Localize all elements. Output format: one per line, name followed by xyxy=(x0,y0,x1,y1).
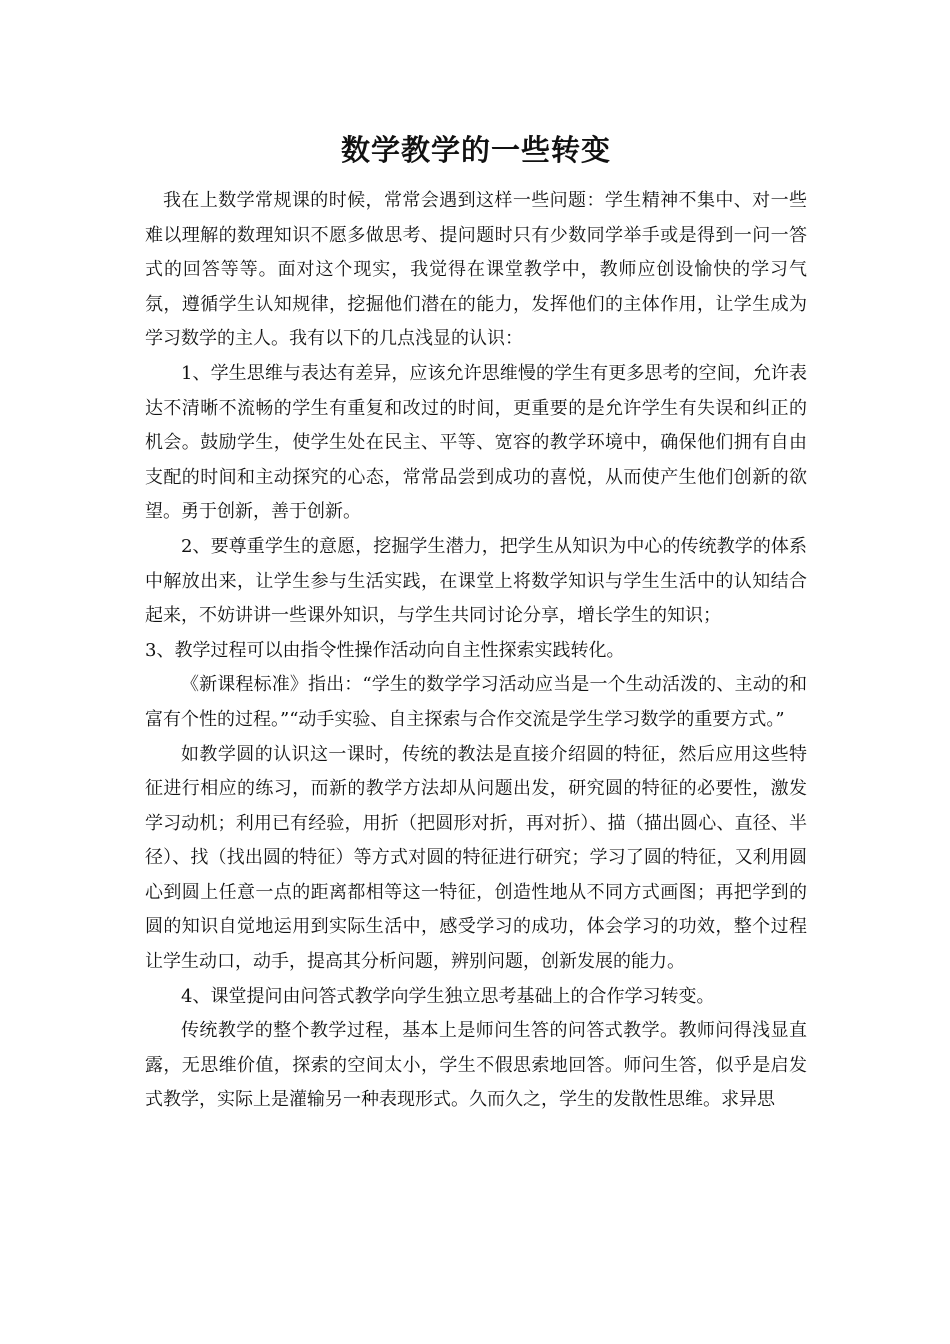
document-title: 数学教学的一些转变 xyxy=(340,133,611,167)
paragraph-point-1: 1、学生思维与表达有差异，应该允许思维慢的学生有更多思考的空间，允许表达不清晰不流畅的学生有重复和改过的时间，更重要的是允许学生有失误和纠正的机会。鼓励学生，使学生处在民主、平等、宽容的教学环境中，确保他们拥有自由支配的时间和主动探究的心态，常常品尝到成功的喜悦，从而使产生他们创新的欲望。勇于创新，善于创新。 xyxy=(145,362,807,523)
paragraph-circle-example: 如教学圆的认识这一课时，传统的教法是直接介绍圆的特征，然后应用这些特征进行相应的练习，而新的教学方法却从问题出发，研究圆的特征的必要性，激发学习动机；利用已有经验，用折（把圆形对折，再对折）、描（描出圆心、直径、半径）、找（找出圆的特征）等方式对圆的特征进行研究；学习了圆的特征，又利用圆心到圆上任意一点的距离都相等这一特征，创造性地从不同方式画图；再把学到的圆的知识自觉地运用到实际生活中，感受学习的成功，体会学习的功效，整个过程让学生动口，动手，提高其分析问题，辨别问题，创新发展的能力。 xyxy=(145,743,807,973)
paragraph-point-2: 2、要尊重学生的意愿，挖掘学生潜力，把学生从知识为中心的传统教学的体系中解放出来，让学生参与生活实践，在课堂上将数学知识与学生生活中的认知结合起来，不妨讲讲一些课外知识，与学生共同讨论分享，增长学生的知识； xyxy=(145,535,807,627)
paragraph-curriculum-quote: 《新课程标准》指出：“学生的数学学习活动应当是一个生动活泼的、主动的和富有个性的过程。”“动手实验、自主探索与合作交流是学生学习数学的重要方式。” xyxy=(145,674,807,730)
paragraph-traditional-teaching: 传统教学的整个教学过程，基本上是师问生答的问答式教学。教师问得浅显直露，无思维价值，探索的空间太小，学生不假思索地回答。师问生答，似乎是启发式教学，实际上是灌输另一种表现形式。久而久之，学生的发散性思维。求异思 xyxy=(145,1020,807,1111)
paragraph-intro: 我在上数学常规课的时候，常常会遇到这样一些问题：学生精神不集中、对一些难以理解的数理知识不愿多做思考、提问题时只有少数同学举手或是得到一问一答式的回答等等。面对这个现实，我觉得在课堂教学中，教师应创设愉快的学习气氛，遵循学生认知规律，挖掘他们潜在的能力，发挥他们的主体作用，让学生成为学习数学的主人。我有以下的几点浅显的认识： xyxy=(145,190,807,350)
document-page xyxy=(145,128,807,1118)
paragraph-point-3: 3、教学过程可以由指令性操作活动向自主性探索实践转化。 xyxy=(145,639,625,661)
paragraph-point-4: 4、课堂提问由问答式教学向学生独立思考基础上的合作学习转变。 xyxy=(181,985,715,1007)
